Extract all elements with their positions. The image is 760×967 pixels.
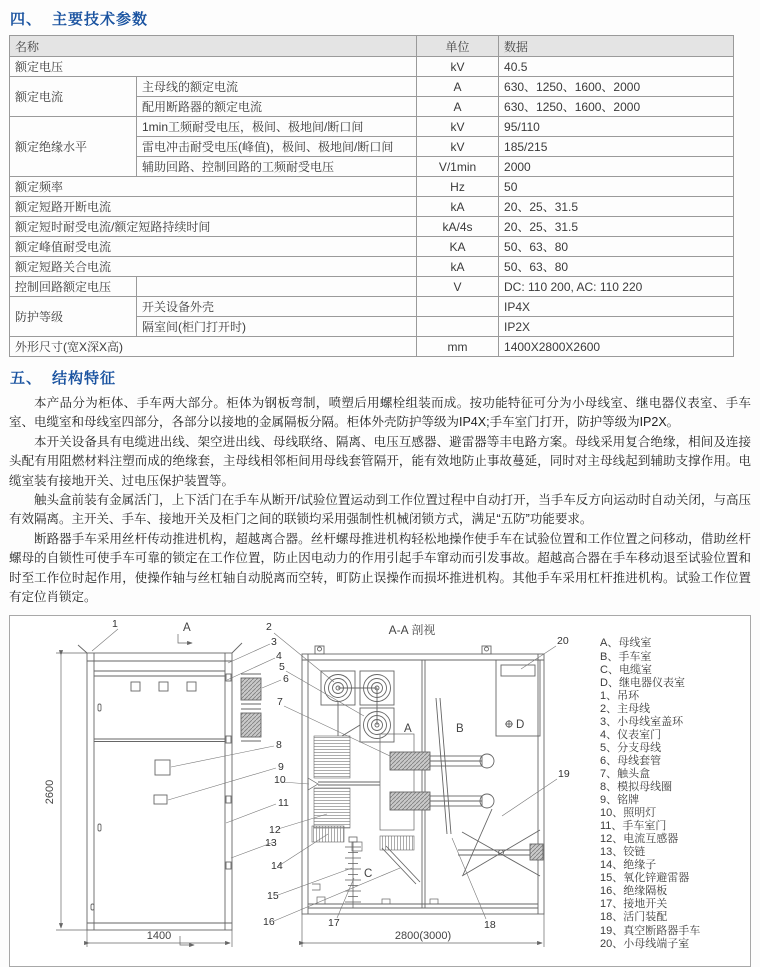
legend-item: 10、照明灯 <box>600 807 657 820</box>
paragraph: 本产品分为柜体、手车两大部分。柜体为钢板弯制，喷塑后用螺栓组装而成。按功能特征可分为小母线室、继电器仪表室、手车室、电缆室和母线室四部分，各部分以接地的金属隔板分隔。柜体外壳防护等级为IP4X;手车室门打开，防护等级为IP2X。 <box>9 396 751 430</box>
instrument-window <box>159 682 168 691</box>
section-view <box>302 646 544 914</box>
row-name: 主母线的额定电流 <box>137 77 417 97</box>
front-dimensions <box>56 634 232 947</box>
nameplate <box>154 795 167 804</box>
row-unit: mm <box>417 337 499 357</box>
callout-number: 14 <box>271 860 283 873</box>
row-name: 额定频率 <box>10 177 417 197</box>
row-unit: kA/4s <box>417 217 499 237</box>
row-value: 50 <box>499 177 734 197</box>
legend-item: 7、触头盒 <box>600 767 651 780</box>
legend-item: 4、仪表室门 <box>600 728 662 741</box>
chamber-b-label: B <box>456 723 464 736</box>
legend-item: 15、氧化锌避雷器 <box>600 872 690 885</box>
row-value: 40.5 <box>499 57 734 77</box>
table-row <box>10 77 734 97</box>
dim-width-label: 1400 <box>146 930 172 943</box>
door-latch <box>98 824 101 831</box>
callout-number: 7 <box>277 696 283 709</box>
row-name: 额定峰值耐受电流 <box>10 237 417 257</box>
section5-number: 五、 <box>10 370 43 387</box>
legend-item: 2、主母线 <box>600 702 651 715</box>
callout-number: 4 <box>276 650 282 663</box>
callout-number: 18 <box>484 919 496 932</box>
breaker-truck <box>458 809 544 876</box>
row-value: 95/110 <box>499 117 734 137</box>
row-unit: KA <box>417 237 499 257</box>
row-group: 防护等级 <box>10 297 137 337</box>
row-value: IP2X <box>499 317 734 337</box>
legend-item: 3、小母线室盖环 <box>600 715 684 728</box>
row-group: 额定绝缘水平 <box>10 117 137 177</box>
legend-item: D、继电器仪表室 <box>600 676 685 689</box>
hinge <box>226 736 231 743</box>
legend-item: 19、真空断路器手车 <box>600 924 701 937</box>
row-value: 185/215 <box>499 137 734 157</box>
row-name: 额定短时耐受电流/额定短路持续时间 <box>10 217 417 237</box>
door-latch <box>98 704 101 711</box>
mimic-bus-panel <box>155 760 170 775</box>
insulator-icon <box>380 836 414 850</box>
section-view-title: A-A 剖视 <box>388 623 436 638</box>
row-name: 外形尺寸(宽X深X高) <box>10 337 417 357</box>
hinge <box>226 796 231 803</box>
header-unit: 单位 <box>417 36 499 57</box>
section4-heading: 主要技术参数 <box>52 11 149 28</box>
row-value: 630、1250、1600、2000 <box>499 77 734 97</box>
cabinet-outline <box>87 653 232 930</box>
row-name: 辅助回路、控制回路的工频耐受电压 <box>137 157 417 177</box>
callout-number: 17 <box>328 917 340 930</box>
legend-item: 18、活门装配 <box>600 911 668 924</box>
paragraph: 触头盒前装有金属活门，上下活门在手车从断开/试验位置运动到工作位置过程中自动打开，当手车反方向运动时自动关闭，与高压有效隔离。主开关、手车、接地开关及柜门之间的联锁均采用强制性机械闭锁方式，满足“五防”功能要求。 <box>9 493 751 527</box>
cabinet-drawing-svg <box>12 616 590 964</box>
dim-depth-label: 2800(3000) <box>394 930 452 943</box>
section-mark-label: A <box>183 622 191 635</box>
callout-number: 6 <box>283 673 289 686</box>
legend-item: 5、分支母线 <box>600 741 662 754</box>
current-transformer-icon <box>314 736 350 778</box>
legend-item: 11、手车室门 <box>600 820 667 833</box>
row-unit: V/1min <box>417 157 499 177</box>
table-row <box>10 337 734 357</box>
legend-item: 1、吊环 <box>600 689 640 702</box>
callout-number: 8 <box>276 739 282 752</box>
section4-number: 四、 <box>10 11 43 28</box>
row-unit: V <box>417 277 499 297</box>
hinge <box>226 862 231 869</box>
instrument-window <box>131 682 140 691</box>
table-row <box>10 257 734 277</box>
callout-number: 15 <box>267 890 279 903</box>
row-unit: kV <box>417 137 499 157</box>
callout-number: 12 <box>269 824 281 837</box>
section-outline <box>302 654 544 914</box>
table-row <box>10 277 734 297</box>
paragraph: 断路器手车采用丝杆传动推进机构，超越离合器。丝杆螺母推进机构轻松地操作使手车在试验位置和工作位置之问移动，借助丝杆螺母的自锁性可使手车可靠的锁定在工作位置，防止因电动力的作用引起手车窜动而引发事故。超越高合器在手车移动退至试验位置和时至工作位时起作用，使操作轴与丝杠轴自动脱离而空转，町防止误操作而损坏推进机构。其他手车采用杠杆推进机构。试验工作位置有定位肖锁定。 <box>9 531 751 605</box>
table-row <box>10 237 734 257</box>
table-row <box>10 297 734 317</box>
row-value: 50、63、80 <box>499 237 734 257</box>
legend-item: 13、铰链 <box>600 846 646 859</box>
row-name: 控制回路额定电压 <box>10 277 137 297</box>
paragraph: 本开关设备具有电缆进出线、架空进出线、母线联络、隔离、电压互感器、避雷器等丰电路方案。母线采用复合绝缘，相间及连接头配有用阻燃材料注塑而成的绝缘套，主母线相邻柜间用母线套管隔开，能有效地防止事故蔓延，同时对主母线起到辅助支撑作用。电缆室装有接地开关、过电压保护装置等。 <box>9 434 751 488</box>
table-row <box>10 197 734 217</box>
row-name: 1min工频耐受电压，极间、极地间/断口间 <box>137 117 417 137</box>
legend-item: 9、铭牌 <box>600 794 640 807</box>
section4-title <box>10 8 751 29</box>
chamber-c-label: C <box>364 868 373 881</box>
callout-number: 11 <box>278 797 289 810</box>
row-value: 50、63、80 <box>499 257 734 277</box>
row-name: 雷电冲击耐受电压(峰值)，极间、极地间/断口间 <box>137 137 417 157</box>
legend-item: 17、接地开关 <box>600 898 668 911</box>
legend-item: 12、电流互感器 <box>600 833 679 846</box>
callout-number: 16 <box>263 916 275 929</box>
row-unit: A <box>417 97 499 117</box>
table-row <box>10 177 734 197</box>
row-unit: kV <box>417 57 499 77</box>
busbar-bushing-icon <box>241 713 261 737</box>
callout-number: 13 <box>265 837 277 850</box>
legend-item: 16、绝缘隔板 <box>600 885 668 898</box>
row-value: IP4X <box>499 297 734 317</box>
row-unit: kA <box>417 197 499 217</box>
row-name: 隔室间(柜门打开时) <box>137 317 417 337</box>
row-value: 630、1250、1600、2000 <box>499 97 734 117</box>
insulating-barrier <box>382 848 416 884</box>
hinge <box>226 674 231 681</box>
instrument-window <box>187 682 196 691</box>
callout-number: 19 <box>558 768 570 781</box>
table-row <box>10 57 734 77</box>
row-value: 2000 <box>499 157 734 177</box>
table-header-row <box>10 36 734 57</box>
row-value: 1400X2800X2600 <box>499 337 734 357</box>
main-parameters-table <box>9 35 734 357</box>
row-value: DC: 110 200, AC: 110 220 <box>499 277 734 297</box>
front-view <box>78 643 261 930</box>
chamber-d-label: D <box>516 719 525 732</box>
table-row <box>10 117 734 137</box>
breaker-pole-icon <box>390 792 494 810</box>
structure-description <box>9 394 751 607</box>
row-unit: A <box>417 77 499 97</box>
row-group: 额定电流 <box>10 77 137 117</box>
section5-title <box>10 367 751 388</box>
callout-number: 1 <box>112 618 118 631</box>
row-name: 额定短路开断电流 <box>10 197 417 217</box>
header-data: 数据 <box>499 36 734 57</box>
row-unit: kV <box>417 117 499 137</box>
busbar-bushing-icon <box>241 678 261 700</box>
small-busbar-terminal-box <box>501 665 535 676</box>
callout-number: 2 <box>266 621 272 634</box>
legend-item: 6、母线套管 <box>600 754 662 767</box>
chamber-a-label: A <box>404 723 412 736</box>
technical-drawing <box>9 615 751 967</box>
row-name: 额定短路关合电流 <box>10 257 417 277</box>
row-name: 配用断路器的额定电流 <box>137 97 417 117</box>
row-value: 20、25、31.5 <box>499 197 734 217</box>
legend-item: C、电缆室 <box>600 663 652 676</box>
row-unit <box>417 317 499 337</box>
legend-item: A、母线室 <box>600 637 652 650</box>
legend-item: B、手车室 <box>600 650 652 663</box>
contact-box <box>380 734 414 830</box>
current-transformer-icon <box>314 788 350 828</box>
callout-number: 10 <box>274 774 286 787</box>
row-unit: kA <box>417 257 499 277</box>
legend-item: 8、模拟母线圈 <box>600 780 673 793</box>
row-unit: Hz <box>417 177 499 197</box>
door-latch <box>91 904 94 910</box>
callout-number: 3 <box>271 636 277 649</box>
legend <box>600 637 748 950</box>
callout-number: 9 <box>278 761 284 774</box>
legend-item: 20、小母线端子室 <box>600 937 690 950</box>
row-name: 开关设备外壳 <box>137 297 417 317</box>
table-row <box>10 217 734 237</box>
row-name: 额定电压 <box>10 57 417 77</box>
callout-number: 5 <box>279 661 285 674</box>
callout-number: 20 <box>557 635 569 648</box>
row-subname-empty <box>137 277 417 297</box>
row-value: 20、25、31.5 <box>499 217 734 237</box>
surge-arrester-icon <box>345 837 361 908</box>
row-unit <box>417 297 499 317</box>
section5-heading: 结构特征 <box>52 370 117 387</box>
header-name: 名称 <box>10 36 417 57</box>
legend-item: 14、绝缘子 <box>600 859 657 872</box>
dim-height-label: 2600 <box>44 780 56 805</box>
